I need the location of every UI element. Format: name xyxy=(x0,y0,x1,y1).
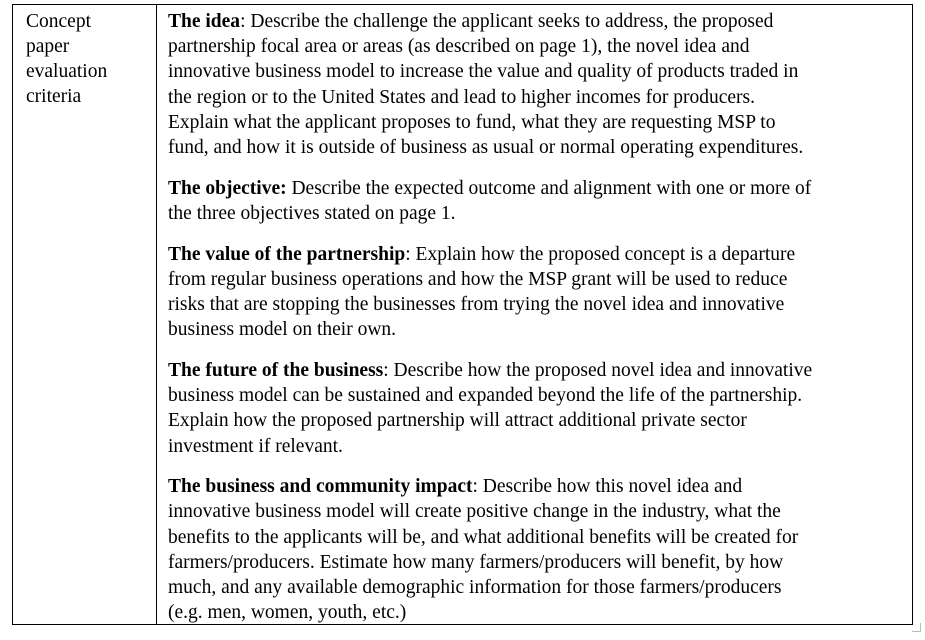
paragraph-line: (e.g. men, women, youth, etc.) xyxy=(168,602,407,624)
paragraph-line: innovative business model will create positive change in the industry, what the xyxy=(168,501,781,523)
criteria-label-line: paper xyxy=(26,36,70,57)
paragraph-text: : Explain how the proposed concept is a departure xyxy=(405,243,796,265)
paragraph-heading: The future of the business xyxy=(168,359,384,381)
paragraph-future-of-business xyxy=(168,358,912,459)
paragraph-line xyxy=(168,9,912,34)
paragraph-value-of-partnership xyxy=(168,242,912,343)
paragraph-heading: The value of the partnership xyxy=(168,243,406,265)
criteria-label-line: evaluation xyxy=(26,61,108,82)
paragraph-business-community-impact xyxy=(168,474,912,625)
criteria-description-cell xyxy=(157,5,912,624)
paragraph-line: risks that are stopping the businesses from trying the novel idea and innovative xyxy=(168,294,785,316)
paragraph-line xyxy=(168,358,912,383)
paragraph-line: farmers/producers. Estimate how many farmers/producers will benefit, by how xyxy=(168,551,784,573)
paragraph-line: much, and any available demographic information for those farmers/producers xyxy=(168,577,782,599)
paragraph-line: investment if relevant. xyxy=(168,435,343,457)
paragraph-line: Explain how the proposed partnership will attract additional private sector xyxy=(168,410,747,432)
paragraph-text: : Describe the challenge the applicant seeks to address, the proposed xyxy=(240,11,774,32)
paragraph-line xyxy=(168,474,912,499)
paragraph-line: partnership focal area or areas (as described on page 1), the novel idea and xyxy=(168,36,750,58)
paragraph-line: Explain what the applicant proposes to fund, what they are requesting MSP to xyxy=(168,111,776,133)
criteria-label-line: Concept xyxy=(26,11,91,32)
paragraph-line: innovative business model to increase the value and quality of products traded in xyxy=(168,61,799,83)
page-corner-mark xyxy=(912,623,921,632)
paragraph-line: benefits to the applicants will be, and what additional benefits will be created for xyxy=(168,526,799,548)
paragraph-line: from regular business operations and how the MSP grant will be used to reduce xyxy=(168,268,788,290)
paragraph-text: : Describe how the proposed novel idea and innovative xyxy=(383,359,813,381)
paragraph-heading: The idea xyxy=(168,11,241,32)
paragraph-line xyxy=(168,242,912,267)
paragraph-line xyxy=(168,176,912,201)
paragraph-line: business model can be sustained and expanded beyond the life of the partnership. xyxy=(168,385,803,407)
criteria-label-cell xyxy=(13,5,157,624)
paragraph-the-idea xyxy=(168,9,912,160)
paragraph-text: : Describe how this novel idea and xyxy=(472,476,743,498)
paragraph-heading: The objective: xyxy=(168,177,287,199)
paragraph-line: business model on their own. xyxy=(168,319,397,341)
paragraph-line: the three objectives stated on page 1. xyxy=(168,202,456,224)
paragraph-the-objective xyxy=(168,176,912,226)
criteria-label-line: criteria xyxy=(26,86,82,107)
paragraph-heading: The business and community impact xyxy=(168,476,473,498)
evaluation-criteria-table xyxy=(12,4,913,625)
paragraph-line: fund, and how it is outside of business as usual or normal operating expenditures. xyxy=(168,137,804,159)
paragraph-text: Describe the expected outcome and alignment with one or more of xyxy=(286,177,812,199)
paragraph-line: the region or to the United States and lead to higher incomes for producers. xyxy=(168,86,755,108)
